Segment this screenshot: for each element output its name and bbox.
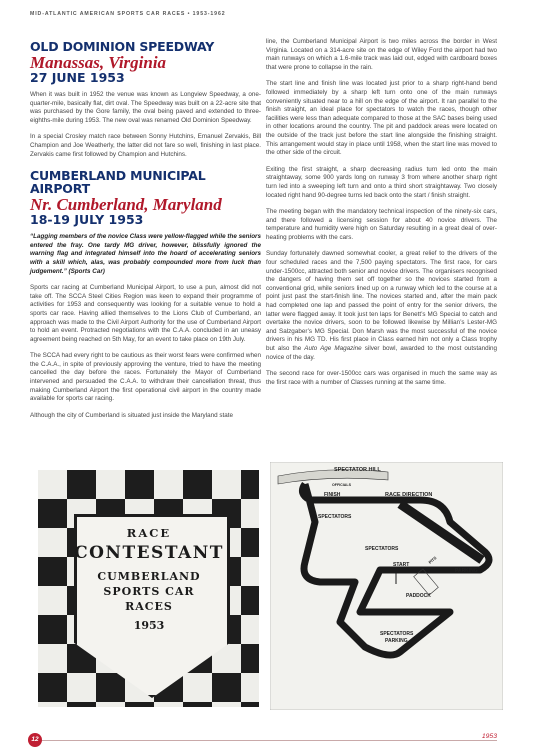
map-label-spectators-a: SPECTATORS (318, 514, 352, 520)
magazine-title: Auto Age Magazine (304, 345, 362, 352)
left-column (30, 40, 261, 428)
map-label-pits: PITS (427, 555, 438, 565)
body-paragraph: line, the Cumberland Municipal Airport is two miles across the border in West Virginia. Located on a 314-acre site on the edge of Wiley Ford the airport had two main runways on which a 1.6-mile track was laid out, edged with cardboard boxes that were prone to collapse in the rain. (266, 38, 497, 71)
cover-contestant-label: CONTESTANT (74, 543, 224, 563)
page-number-badge: 12 (28, 733, 42, 747)
map-label-spectators-b: SPECTATORS (365, 546, 399, 552)
body-paragraph: The meeting began with the mandatory technical inspection of the ninety-six cars, and there followed a licensing session for about 40 novice drivers. The temperature and humidity were high on Saturday resulting in a great deal of over-heating problems with the cars. (266, 208, 497, 241)
body-paragraph: The start line and finish line was located just prior to a sharp right-hand bend followed immediately by a sharp left turn onto one of the main runways conveniently situated near to a hill on the edge of the airport. It ran parallel to the finish straight, an ideal place for spectators to watch the races, though other facilities were less than adequate compared to those at the SAC bases being used in other locations around the country. The pit and paddock areas were located on the outside of the track just before the start line alongside the finishing straight. This arrangement would stay in place until 1958, when the start line was moved to the other side of the circuit. (266, 80, 497, 157)
cover-year-label: 1953 (133, 619, 165, 632)
body-paragraph: Exiting the first straight, a sharp decreasing radius turn led onto the main straightaway, some 900 yards long on runway 3 from where another sharp right turn led into a sweeping left turn and onto a third short straightaway. Two closely located right hand 90-degree turns led back onto the start / finish straight. (266, 165, 497, 199)
section-date-cumberland: 18-19 JULY 1953 (30, 212, 144, 228)
body-paragraph: The second race for over-1500cc cars was organised in much the same way as the first race with a number of Classes running at the same time. (266, 370, 497, 386)
body-paragraph: In a special Crosley match race between Sonny Hutchins, Emanuel Zervakis, Bill Champion and Joe Weatherly, the latter did not fare so well, finishing in last place. Zervakis came first followed by Champion and Hutchins. (30, 133, 261, 158)
body-paragraph: Sports car racing at Cumberland Municipal Airport, to use a pun, almost did not take off. The SCCA Steel Cities Region was keen to expand their programme of activities for 1953 and consequently was looking for a suitable venue to hold a sports car race. Having allied themselves to the Lions Club of Cumberland, an approach was made to the Civil Airport Authority for the use of Cumberland Airport to hold an event. Protracted negotiations with the C.A.A. concluded in an uneasy agreement being reached on 5th May, for an event to take place on 19th July. (30, 284, 261, 343)
map-label-race-direction: RACE DIRECTION (385, 492, 433, 498)
body-paragraph: The SCCA had every right to be cautious as their worst fears were confirmed when the C.A.A., in spite of previously approving the venture, tried to have the meeting cancelled the day before the races. Fortunately the Mayor of Cumberland intervened and persuaded the C.A.A. to withdraw their cancellation threat, thus making Cumberland Airport the first operational civil airport in the country made available for sports car racing. (30, 352, 261, 403)
running-header: MID-ATLANTIC AMERICAN SPORTS CAR RACES • 1953-1962 (30, 11, 226, 17)
map-label-spectator-hill: SPECTATOR HILL (334, 467, 381, 473)
footer-rule (40, 740, 497, 741)
footer-year: 1953 (481, 733, 497, 740)
section-title-cumberland: CUMBERLAND MUNICIPAL AIRPORT (30, 168, 206, 197)
map-label-spectators-parking-1: SPECTATORS (380, 631, 414, 637)
race-program-cover-image (38, 470, 259, 707)
cover-races-label: RACES (125, 600, 173, 613)
cover-race-label: RACE (126, 526, 172, 540)
circuit-map (270, 462, 503, 710)
paragraph-text: Sunday fortunately dawned somewhat cooler, a great relief to the drivers of the four scheduled races and the 7,500 paying spectators. The first race, for cars under-1500cc, attracted both senior and novice drivers. The organisers recognised the dangers of having them set off together so the novices started from a conventional grid, while seniors lined up on a runway which led to the course at a point just past the start-finish line. The novices started and, after the main pack had completed one lap and passed the point of entry for the senior drivers, the latter were flagged away. It took just ten laps for Benett’s MG Special to catch and overtake the novice drivers, soon to be followed likewise by Millian’s Lester-MG and Salzgaber’s MG Special. Don Marsh was the most successful of the novice drivers in his MG TD. His first place in Class earned him not only a Class trophy but also the (266, 250, 497, 352)
section-location-cumberland: Nr. Cumberland, Maryland (30, 195, 222, 215)
body-paragraph: Although the city of Cumberland is situated just inside the Maryland state (30, 411, 234, 419)
map-label-spectators-parking-2: PARKING (385, 638, 408, 644)
section-location-manassas: Manassas, Virginia (30, 53, 167, 72)
body-paragraph (266, 250, 497, 362)
map-label-finish: FINISH (324, 492, 341, 498)
pull-quote: “Lagging members of the novice Class were yellow-flagged while the seniors entered the fray. One tardy MG driver, however, blissfully ignored the warning flag and integrated himself into the hoard of accelerating seniors with a skill which, alas, was probably compounded more from luck than judgement.” (Sports Car) (30, 233, 261, 275)
map-label-paddock: PADDOCK (406, 593, 431, 599)
paragraph-text: silver bowl, awarded to the most outstanding novice of the day. (266, 345, 497, 361)
body-paragraph: When it was built in 1952 the venue was known as Longview Speedway, a one-quarter-mile, basically flat, dirt oval. The Speedway was built on a 22-acre site that was purchased by the Gore family, the oval being paved and extended to three-eighths-mile during 1953. The new oval was renamed Old Dominion Speedway. (30, 91, 261, 124)
right-column (266, 38, 497, 395)
cover-sports-car-label: SPORTS CAR (103, 585, 195, 598)
map-label-start: START (393, 562, 410, 568)
section-title-old-dominion: OLD DOMINION SPEEDWAY (30, 39, 215, 54)
cover-cumberland-label: CUMBERLAND (97, 570, 201, 583)
section-date-old-dominion: 27 JUNE 1953 (30, 70, 125, 85)
map-label-parking: PARKING (455, 568, 478, 574)
cover-text-block (74, 514, 224, 632)
map-label-officials: OFFICIALS (332, 483, 351, 487)
